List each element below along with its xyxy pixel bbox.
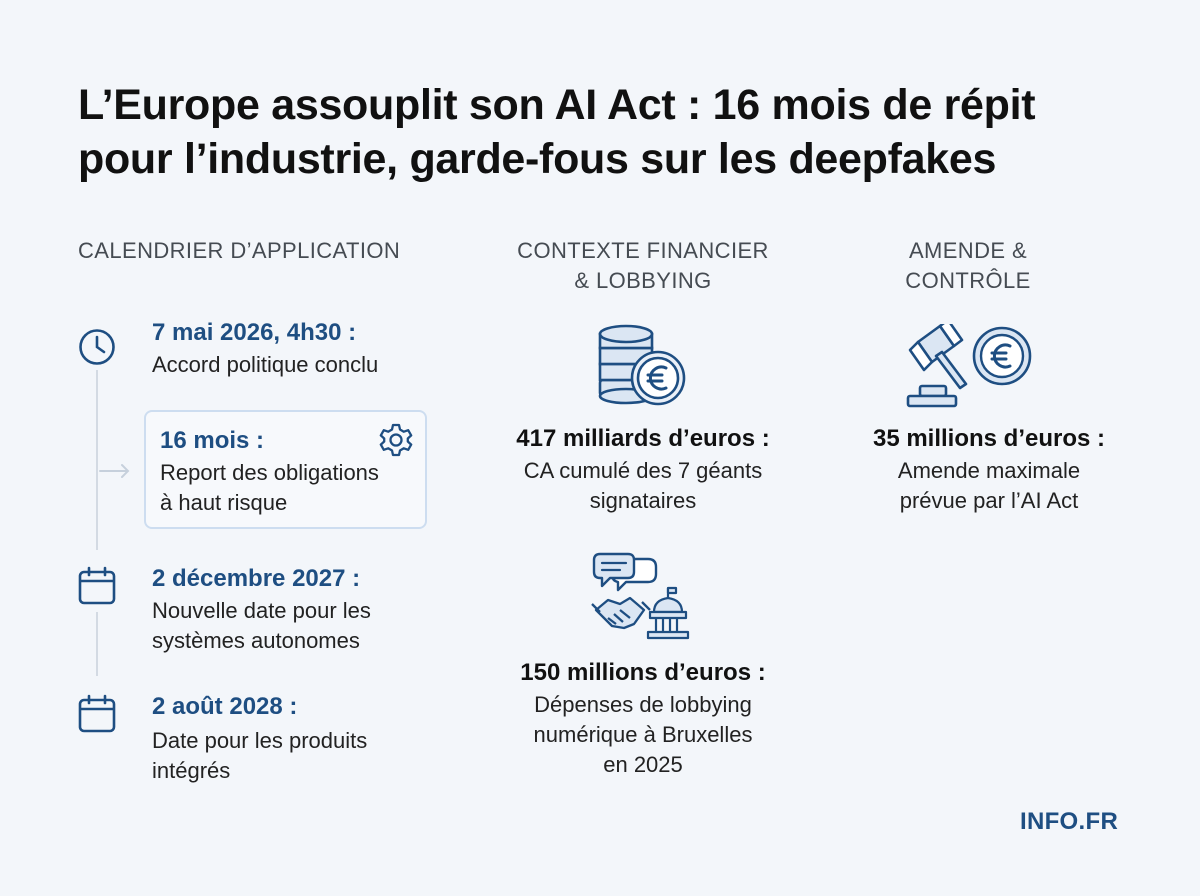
handshake-parliament-icon bbox=[590, 552, 700, 642]
stat-desc-line: numérique à Bruxelles bbox=[533, 722, 753, 747]
stat-value: 35 millions d’euros : bbox=[872, 425, 1106, 452]
timeline-desc-line: Accord politique conclu bbox=[152, 352, 379, 377]
timeline-date: 7 mai 2026, 4h30 : bbox=[152, 319, 357, 346]
stat-value: 150 millions d’euros : bbox=[520, 659, 766, 686]
calendar-heading: CALENDRIER D’APPLICATION bbox=[78, 238, 401, 263]
stat-desc bbox=[848, 456, 1130, 516]
gavel-euro-icon bbox=[904, 324, 1036, 410]
timeline-desc-line: à haut risque bbox=[160, 490, 288, 515]
stat-desc bbox=[490, 690, 796, 780]
finance-heading-line-1: CONTEXTE FINANCIER bbox=[517, 238, 769, 263]
gear-icon bbox=[378, 422, 414, 458]
timeline-desc-line: systèmes autonomes bbox=[152, 628, 360, 653]
finance-heading bbox=[490, 236, 796, 296]
stat-desc bbox=[490, 456, 796, 516]
timeline-desc bbox=[152, 350, 378, 380]
timeline-desc bbox=[152, 726, 367, 786]
finance-heading-line-2: & LOBBYING bbox=[574, 268, 712, 293]
stat-desc-line: CA cumulé des 7 géants bbox=[523, 458, 763, 483]
calendar-icon bbox=[78, 566, 116, 606]
title-line-1: L’Europe assouplit son AI Act : 16 mois de répit bbox=[78, 81, 1036, 129]
timeline-date: 2 décembre 2027 : bbox=[152, 565, 361, 592]
timeline-date: 16 mois : bbox=[160, 427, 265, 454]
brand-logo: INFO.FR bbox=[1020, 808, 1119, 835]
stat-desc-line: en 2025 bbox=[603, 752, 683, 777]
arrow-right-icon bbox=[98, 462, 134, 480]
calendar-icon bbox=[78, 694, 116, 734]
clock-icon bbox=[78, 328, 116, 366]
timeline-connector bbox=[96, 612, 98, 676]
timeline-date: 2 août 2028 : bbox=[152, 693, 298, 720]
fine-heading-line-2: CONTRÔLE bbox=[905, 268, 1031, 293]
stat-desc-line: signataires bbox=[589, 488, 697, 513]
stat-desc-line: Dépenses de lobbying bbox=[534, 692, 752, 717]
timeline-desc bbox=[152, 596, 371, 656]
title-line-2: pour l’industrie, garde-fous sur les deepfakes bbox=[78, 135, 997, 183]
coins-euro-icon bbox=[596, 322, 690, 412]
timeline-desc-line: intégrés bbox=[152, 758, 231, 783]
fine-heading bbox=[858, 236, 1078, 296]
timeline-connector bbox=[96, 370, 98, 550]
timeline-desc-line: Nouvelle date pour les bbox=[152, 598, 371, 623]
stat-value: 417 milliards d’euros : bbox=[516, 425, 770, 452]
stat-desc-line: prévue par l’AI Act bbox=[899, 488, 1079, 513]
timeline-desc-line: Report des obligations bbox=[160, 460, 379, 485]
timeline-desc-line: Date pour les produits bbox=[152, 728, 368, 753]
page-title bbox=[78, 78, 1158, 186]
timeline-desc bbox=[160, 458, 379, 518]
stat-desc-line: Amende maximale bbox=[897, 458, 1081, 483]
fine-heading-line-1: AMENDE & bbox=[908, 238, 1028, 263]
